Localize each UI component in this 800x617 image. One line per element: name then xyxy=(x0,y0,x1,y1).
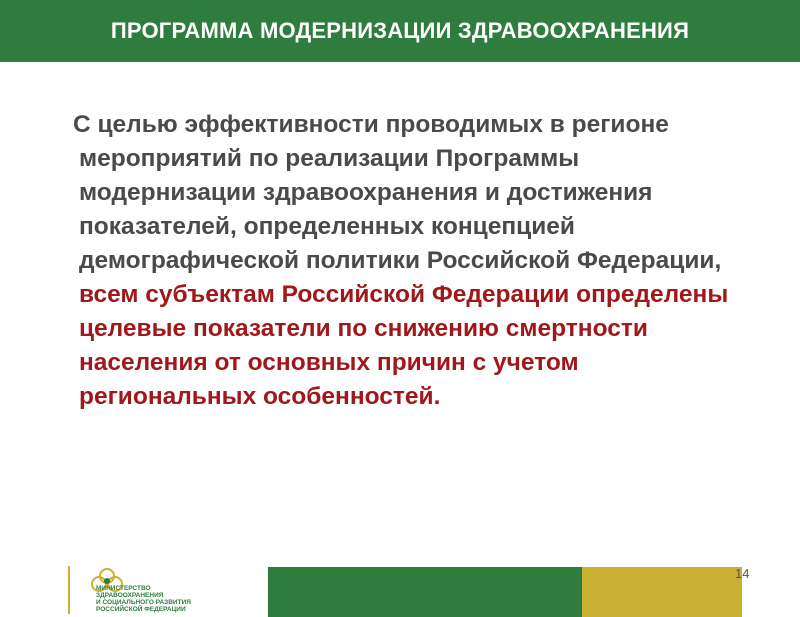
ministry-logo xyxy=(68,566,250,614)
ministry-logo-text xyxy=(96,585,256,613)
body-text-highlighted: всем субъектам Российской Федерации определены целевые показатели по снижению смертности населения от основных причин с учетом региональных особенностей. xyxy=(79,281,729,410)
footer-gold-bar xyxy=(582,567,742,617)
page-number: 14 xyxy=(735,566,750,581)
logo-line: МИНИСТЕРСТВО xyxy=(96,585,151,592)
body-text-normal: С целью эффективности проводимых в регионе мероприятий по реализации Программы модернизации здравоохранения и достижения показателей, определенных концепцией демографической политики Российской Федерации, xyxy=(73,111,722,274)
logo-line: ЗДРАВООХРАНЕНИЯ xyxy=(96,592,164,599)
body-paragraph xyxy=(73,108,739,414)
logo-line: РОССИЙСКОЙ ФЕДЕРАЦИИ xyxy=(96,606,186,613)
slide-title: ПРОГРАММА МОДЕРНИЗАЦИИ ЗДРАВООХРАНЕНИЯ xyxy=(110,18,690,43)
title-bar xyxy=(0,0,800,62)
footer-green-bar xyxy=(268,567,582,617)
logo-line: И СОЦИАЛЬНОГО РАЗВИТИЯ xyxy=(96,599,191,606)
